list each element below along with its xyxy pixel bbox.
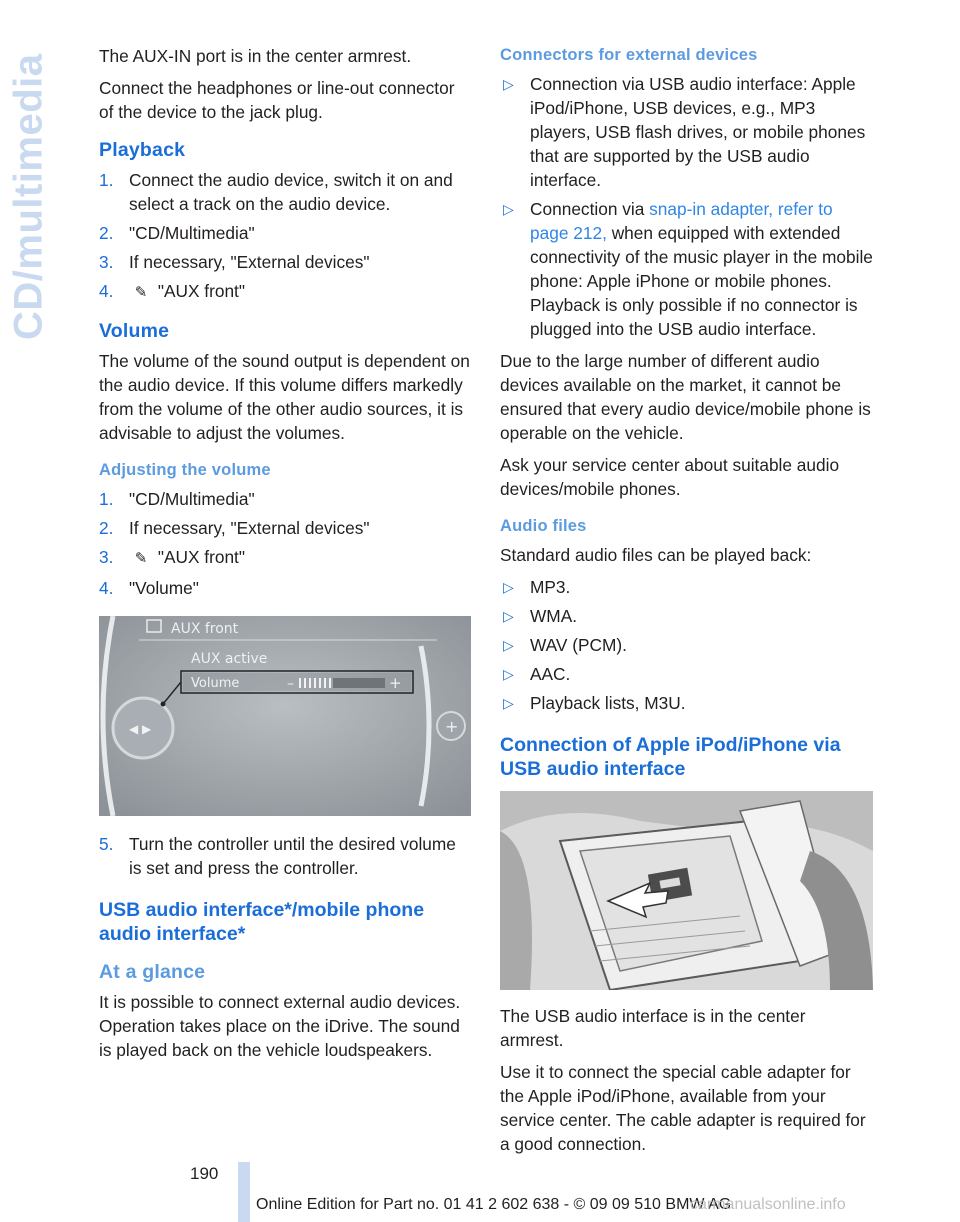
bullet-triangle-icon: ▷ (503, 666, 514, 682)
compatibility-paragraph: Due to the large number of different audio devices available on the market, it cannot be ensured that every audio device/mobile phone is operable on the vehicle. (500, 351, 871, 443)
bullet-triangle-icon: ▷ (503, 201, 514, 217)
playback-heading: Playback (99, 139, 186, 161)
volume-heading: Volume (99, 320, 170, 342)
bullet-triangle-icon: ▷ (503, 637, 514, 653)
list-item: 3. If necessary, "External devices" (99, 252, 370, 272)
list-item: ▷ Connection via USB audio interface: Apple iPod/iPhone, USB devices, e.g., MP3 players, USB flash drives, or mobile phones that are supported by the USB audio interface. (503, 74, 866, 190)
usb-location-paragraph: The USB audio interface is in the center armrest. (500, 1006, 806, 1050)
list-item: 4. "Volume" (99, 578, 199, 598)
connectors-list (500, 72, 873, 341)
svg-text:◀ ▶: ◀ ▶ (129, 722, 152, 736)
edition-footer: Online Edition for Part no. 01 41 2 602 638 - © 09 09 510 BMW AG (256, 1196, 732, 1213)
audio-files-intro: Standard audio files can be played back: (500, 545, 812, 565)
audio-files-heading: Audio files (500, 517, 587, 535)
idrive-pen-icon: ✎ (134, 284, 148, 301)
bullet-triangle-icon: ▷ (503, 76, 514, 92)
volume-paragraph: The volume of the sound output is dependent on the audio device. If this volume differs markedly from the volume of the other audio sources, it is advisable to adjust the volumes. (99, 351, 470, 443)
bullet-triangle-icon: ▷ (503, 608, 514, 624)
audio-formats-list (500, 575, 873, 715)
list-item: 1. Connect the audio device, switch it on and select a track on the audio device. (99, 170, 453, 214)
screen-status: AUX active (191, 651, 268, 667)
playback-steps (99, 168, 471, 305)
service-center-paragraph: Ask your service center about suitable audio devices/mobile phones. (500, 455, 840, 499)
list-item: ▷ WAV (PCM). (503, 635, 627, 655)
list-item: 3. ✎ "AUX front" (99, 545, 471, 571)
list-item: 5. Turn the controller until the desired volume is set and press the controller. (99, 834, 456, 878)
screen-title: AUX front (171, 621, 239, 637)
adjust-steps (99, 487, 471, 600)
list-item: 2. If necessary, "External devices" (99, 518, 370, 538)
list-item: ▷ Connection via snap-in adapter, refer to page 212, when equipped with extended connectivity of the music player in the mobile phone: Apple iPhone or mobile phones. Playback is only possible if no connector is plugged into the USB audio interface. (503, 199, 873, 339)
section-side-tab: CD/multimedia (6, 53, 51, 340)
bullet-triangle-icon: ▷ (503, 695, 514, 711)
adjust-volume-heading: Adjusting the volume (99, 461, 271, 479)
page-number: 190 (190, 1164, 219, 1183)
usb-interface-heading: USB audio interface*/mobile phone audio interface* (99, 899, 425, 945)
list-item: 2. "CD/Multimedia" (99, 223, 255, 243)
at-a-glance-heading: At a glance (99, 961, 206, 983)
at-a-glance-paragraph: It is possible to connect external audio devices. Operation takes place on the iDrive. The sound is played back on the vehicle loudspeakers. (99, 992, 461, 1060)
list-item: ▷ WMA. (503, 606, 578, 626)
snap-in-adapter-link[interactable]: snap-in adapter, refer to page 212, (530, 199, 833, 243)
footer-accent-bar (238, 1162, 250, 1222)
idrive-volume-screen-image (99, 616, 471, 816)
center-armrest-usb-image (500, 791, 873, 990)
list-item: ▷ MP3. (503, 577, 571, 597)
list-item: 4. ✎ "AUX front" (99, 279, 471, 305)
usb-usage-paragraph: Use it to connect the special cable adapter for the Apple iPod/iPhone, available from your service center. The cable adapter is required for a good connection. (500, 1062, 866, 1154)
svg-text:+: + (445, 717, 459, 736)
right-column (500, 44, 873, 1164)
left-column (99, 44, 471, 1070)
intro-paragraph: The AUX-IN port is in the center armrest. (99, 46, 412, 66)
list-item: ▷ Playback lists, M3U. (503, 693, 686, 713)
svg-text:–: – (287, 676, 294, 692)
idrive-pen-icon: ✎ (134, 550, 148, 567)
list-item: ▷ AAC. (503, 664, 571, 684)
connectors-heading: Connectors for external devices (500, 46, 758, 64)
svg-text:+: + (389, 674, 402, 692)
intro-paragraph-2: Connect the headphones or line-out connector of the device to the jack plug. (99, 78, 455, 122)
screen-volume-label: Volume (191, 676, 240, 691)
adjust-steps-continued (99, 832, 471, 880)
bullet-triangle-icon: ▷ (503, 579, 514, 595)
apple-connection-heading: Connection of Apple iPod/iPhone via USB audio interface (500, 734, 841, 780)
watermark: carmanualsonline.info (690, 1196, 846, 1213)
list-item: 1. "CD/Multimedia" (99, 489, 255, 509)
